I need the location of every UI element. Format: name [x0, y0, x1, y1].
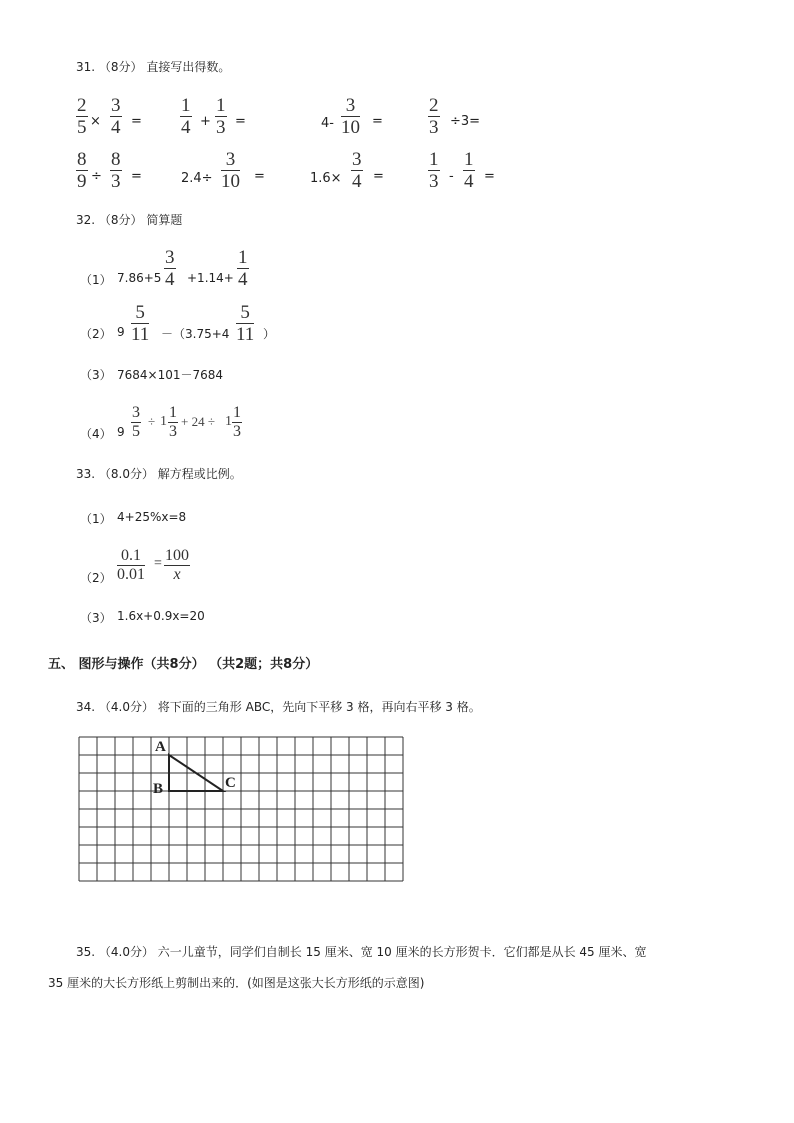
fraction: 8 3: [111, 149, 121, 192]
fraction: 1 3: [169, 404, 177, 440]
fraction: 8 9: [77, 149, 87, 192]
q33-header: 33. （8.0分） 解方程或比例。: [76, 467, 242, 481]
equals: =: [373, 169, 384, 184]
q33-expr-3: 1.6x+0.9x=20: [117, 609, 205, 623]
equals: =: [131, 169, 142, 184]
operator: +: [200, 114, 211, 129]
operator: ÷: [91, 169, 102, 184]
q32-expr-2b: －（3.75+4: [161, 327, 230, 341]
q32-header: 32. （8分） 简算题: [76, 213, 183, 227]
q33-expr-1: 4+25%x=8: [117, 510, 187, 524]
q33-label-2: （2）: [80, 571, 112, 585]
q35-line-1: 35. （4.0分） 六一儿童节，同学们自制长 15 厘米、宽 10 厘米的长方形贺卡．它们都是从长 45 厘米、宽: [76, 945, 647, 959]
q32-label-4: （4）: [80, 427, 112, 441]
fraction: 3 5: [132, 404, 140, 440]
q32-expr-2c: ）: [263, 327, 276, 341]
fraction: 3 4: [352, 149, 362, 192]
equals: =: [235, 114, 246, 129]
fraction: 5 11: [131, 302, 150, 345]
q34-header: 34. （4.0分） 将下面的三角形 ABC，先向下平移 3 格，再向右平移 3 格。: [76, 700, 481, 714]
fraction: 3 10: [341, 95, 360, 138]
section-title: 五、 图形与操作（共8分） （共2题；共8分）: [48, 657, 319, 672]
prefix: 4-: [321, 116, 334, 131]
q32-expr-3: 7684×101－7684: [117, 368, 224, 382]
q31-header: 31. （8分） 直接写出得数。: [76, 60, 231, 74]
equals: =: [372, 114, 383, 129]
fraction: 1 4: [464, 149, 474, 192]
tail: ÷3=: [450, 114, 481, 129]
q32-label-3: （3）: [80, 368, 112, 382]
fraction: 1 3: [233, 404, 241, 440]
q32-expr-1a: 7.86+5: [117, 271, 162, 285]
fraction: 3 4: [111, 95, 121, 138]
grid-figure: [78, 736, 406, 920]
fraction: 2 5: [77, 95, 87, 138]
fraction: 3 4: [165, 247, 175, 290]
equals: =: [131, 114, 142, 129]
q33-label-3: （3）: [80, 611, 112, 625]
fraction: 0.1 0.01: [117, 547, 145, 583]
operator: -: [449, 169, 454, 184]
fraction: 1 3: [429, 149, 439, 192]
q32-label-1: （1）: [80, 273, 112, 287]
q35-line-2: 35 厘米的大长方形纸上剪制出来的．(如图是这张大长方形纸的示意图): [48, 976, 425, 990]
q32-expr-4a: 9: [117, 425, 125, 439]
equals: =: [484, 169, 495, 184]
vertex-label-a: A: [155, 739, 166, 755]
prefix: 1.6×: [310, 171, 342, 186]
q33-label-1: （1）: [80, 512, 112, 526]
fraction: 100 x: [165, 547, 189, 583]
fraction: 1 4: [181, 95, 191, 138]
q32-op-4a: ÷: [148, 414, 156, 429]
q32-expr-1b: +1.14+: [187, 271, 234, 285]
vertex-label-b: B: [153, 781, 164, 797]
fraction: 5 11: [236, 302, 255, 345]
fraction: 2 3: [429, 95, 439, 138]
fraction: 3 10: [221, 149, 240, 192]
equals: =: [254, 169, 265, 184]
fraction: 1 3: [216, 95, 226, 138]
prefix: 2.4÷: [181, 171, 213, 186]
q32-expr-2a: 9: [117, 325, 125, 339]
q32-label-2: （2）: [80, 327, 112, 341]
equals: =: [154, 556, 162, 571]
vertex-label-c: C: [225, 775, 236, 791]
fraction: 1 4: [238, 247, 248, 290]
operator: ×: [90, 114, 101, 129]
q32-op-4b: + 24 ÷: [181, 414, 215, 429]
q32-whole-4b: 1: [225, 414, 232, 429]
q32-whole-4a: 1: [160, 414, 167, 429]
